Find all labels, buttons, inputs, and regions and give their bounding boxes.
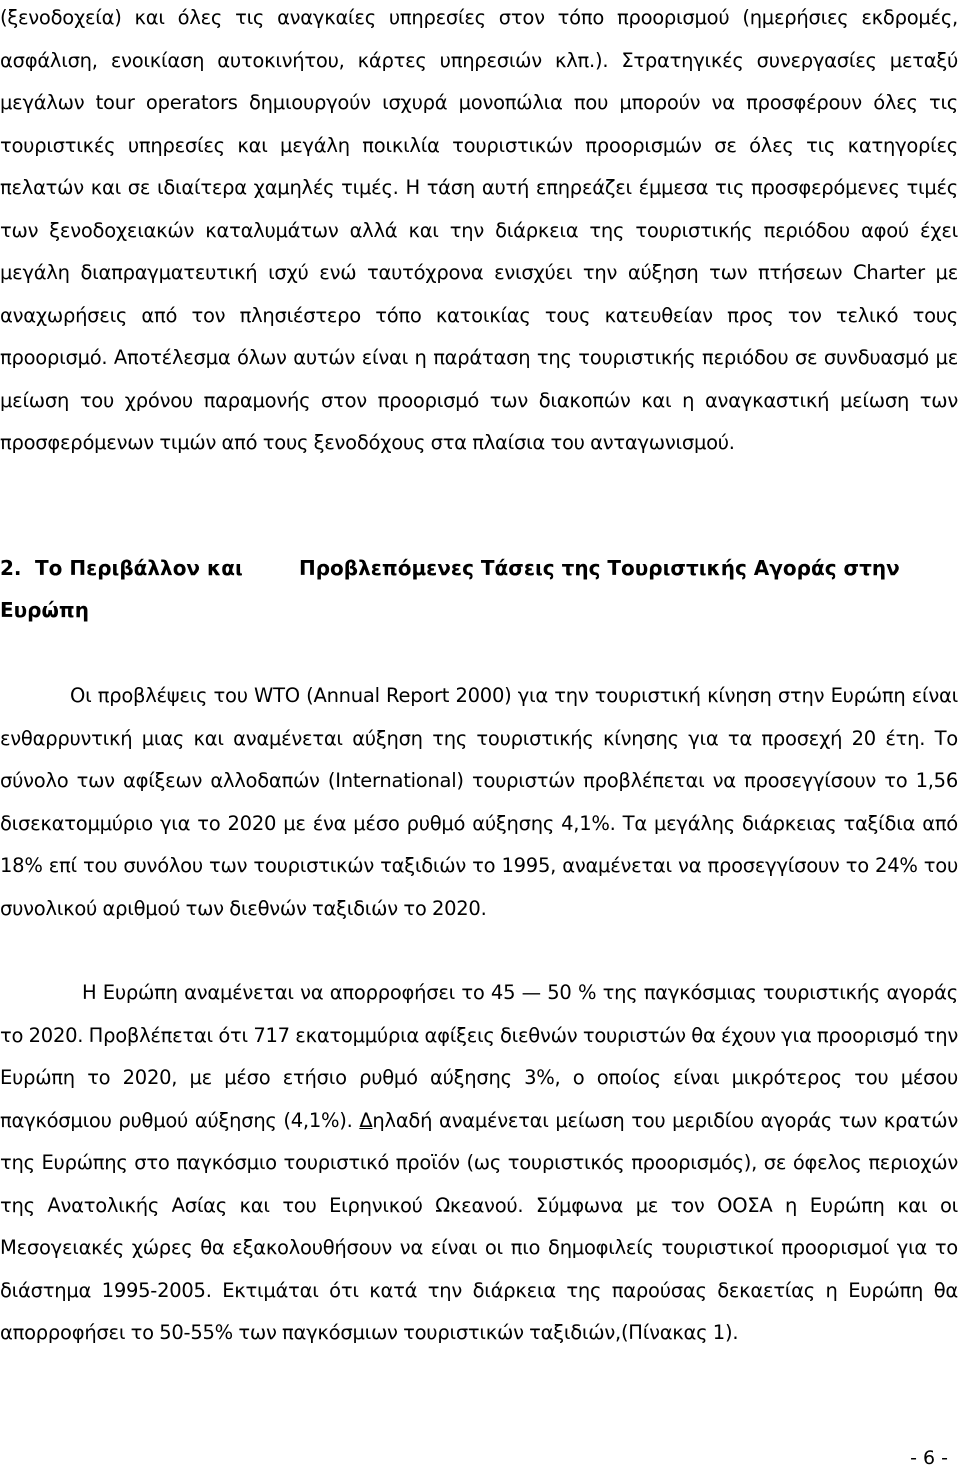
page-number: - 6 - [910,1447,948,1469]
paragraph-tour-operators: (ξενοδοχεία) και όλες τις αναγκαίες υπηρεσίες στον τόπο προορισμού (ημερήσιες εκδρομές, ασφάλιση, ενοικίαση αυτοκινήτου, κάρτες υπηρεσιών κλπ.). Στρατηγικές συνεργασίες μεταξύ μεγάλων tour operators δημιουργούν ισχυρά μονοπώλια που μπορούν να προσφέρουν όλες τις τουριστικές υπηρεσίες και μεγάλη ποικιλία τουριστικών προορισμών σε όλες τις κατηγορίες πελατών και σε ιδιαίτερα χαμηλές τιμές. Η τάση αυτή επηρεάζει έμμεσα τις προσφερόμενες τιμές των ξενοδοχειακών καταλυμάτων αλλά και την διάρκεια της τουριστικής περιόδου αφού έχει μεγάλη διαπραγματευτική ισχύ ενώ ταυτόχρονα ενισχύει την αύξηση των πτήσεων Charter με αναχωρήσεις από τον πλησιέστερο τόπο κατοικίας τους κατευθείαν προς τον τελικό τους προορισμό. Αποτέλεσμα όλων αυτών είναι η παράταση της τουριστικής περιόδου σε συνδυασμό με μείωση του χρόνου παραμονής στον προορισμό των διακοπών και η αναγκαστική μείωση των προσφερόμενων τιμών από τους ξενοδόχους στα πλαίσια του ανταγωνισμού. [0,6,958,454]
paragraph-europe-share-text-1: Η Ευρώπη αναμένεται να απορροφήσει το 45 — 50 % της παγκόσμιας τουριστικής αγοράς το 2020. Προβλέπεται ότι 717 εκατομμύρια αφίξεις διεθνών τουριστών θα έχουν για προορισμό την Ευρώπη το 2020, με μέσο ετήσιο ρυθμό αύξησης 3%, ο οποίος είναι μικρότερος του μέσου παγκόσμιου ρυθμού αύξησης (4,1%). [0,981,958,1132]
paragraph-wto-forecast: Οι προβλέψεις του WTO (Annual Report 2000) για την τουριστική κίνηση στην Ευρώπη είναι ενθαρρυντική μιας και αναμένεται αύξηση της τουριστικής κίνησης για τα προσεχή 20 έτη. Το σύνολο των αφίξεων αλλοδαπών (International) τουριστών προβλέπεται να προσεγγίσουν το 1,56 δισεκατομμύριο για το 2020 με ένα μέσο ρυθμό αύξησης 4,1%. Τα μεγάλης διάρκειας ταξίδια από 18% επί του συνόλου των τουριστικών ταξιδιών το 1995, αναμένεται να προσεγγίσουν το 24% του συνολικού αριθμού των διεθνών ταξιδιών το 2020. [0,684,958,920]
paragraph-europe-share-text-2: ηλαδή αναμένεται μείωση του μεριδίου αγοράς των κρατών της Ευρώπης στο παγκόσμιο τουριστικό προϊόν (ως τουριστικός προορισμός), σε όφελος περιοχών της Ανατολικής Ασίας και του Ειρηνικού Ωκεανού. Σύμφωνα με τον ΟΟΣΑ η Ευρώπη και οι Μεσογειακές χώρες θα εξακολουθήσουν να είναι οι πιο δημοφιλείς τουριστικοί προορισμοί για το διάστημα 1995-2005. Εκτιμάται ότι κατά την διάρκεια της παρούσας δεκαετίας η Ευρώπη θα απορροφήσει το 50-55% των παγκόσμιων τουριστικών ταξιδιών,(Πίνακας 1). [0,1108,958,1344]
section-number: 2. [0,556,22,580]
section-heading-part-1: Το Περιβάλλον και [35,556,243,580]
section-heading [0,547,958,631]
paragraph-europe-share [0,972,958,1355]
section-heading-part-2: Προβλεπόμενες Τάσεις της Τουριστικής Αγοράς στην Ευρώπη [0,556,900,622]
paragraph-europe-share-initial: Δ [359,1108,373,1132]
